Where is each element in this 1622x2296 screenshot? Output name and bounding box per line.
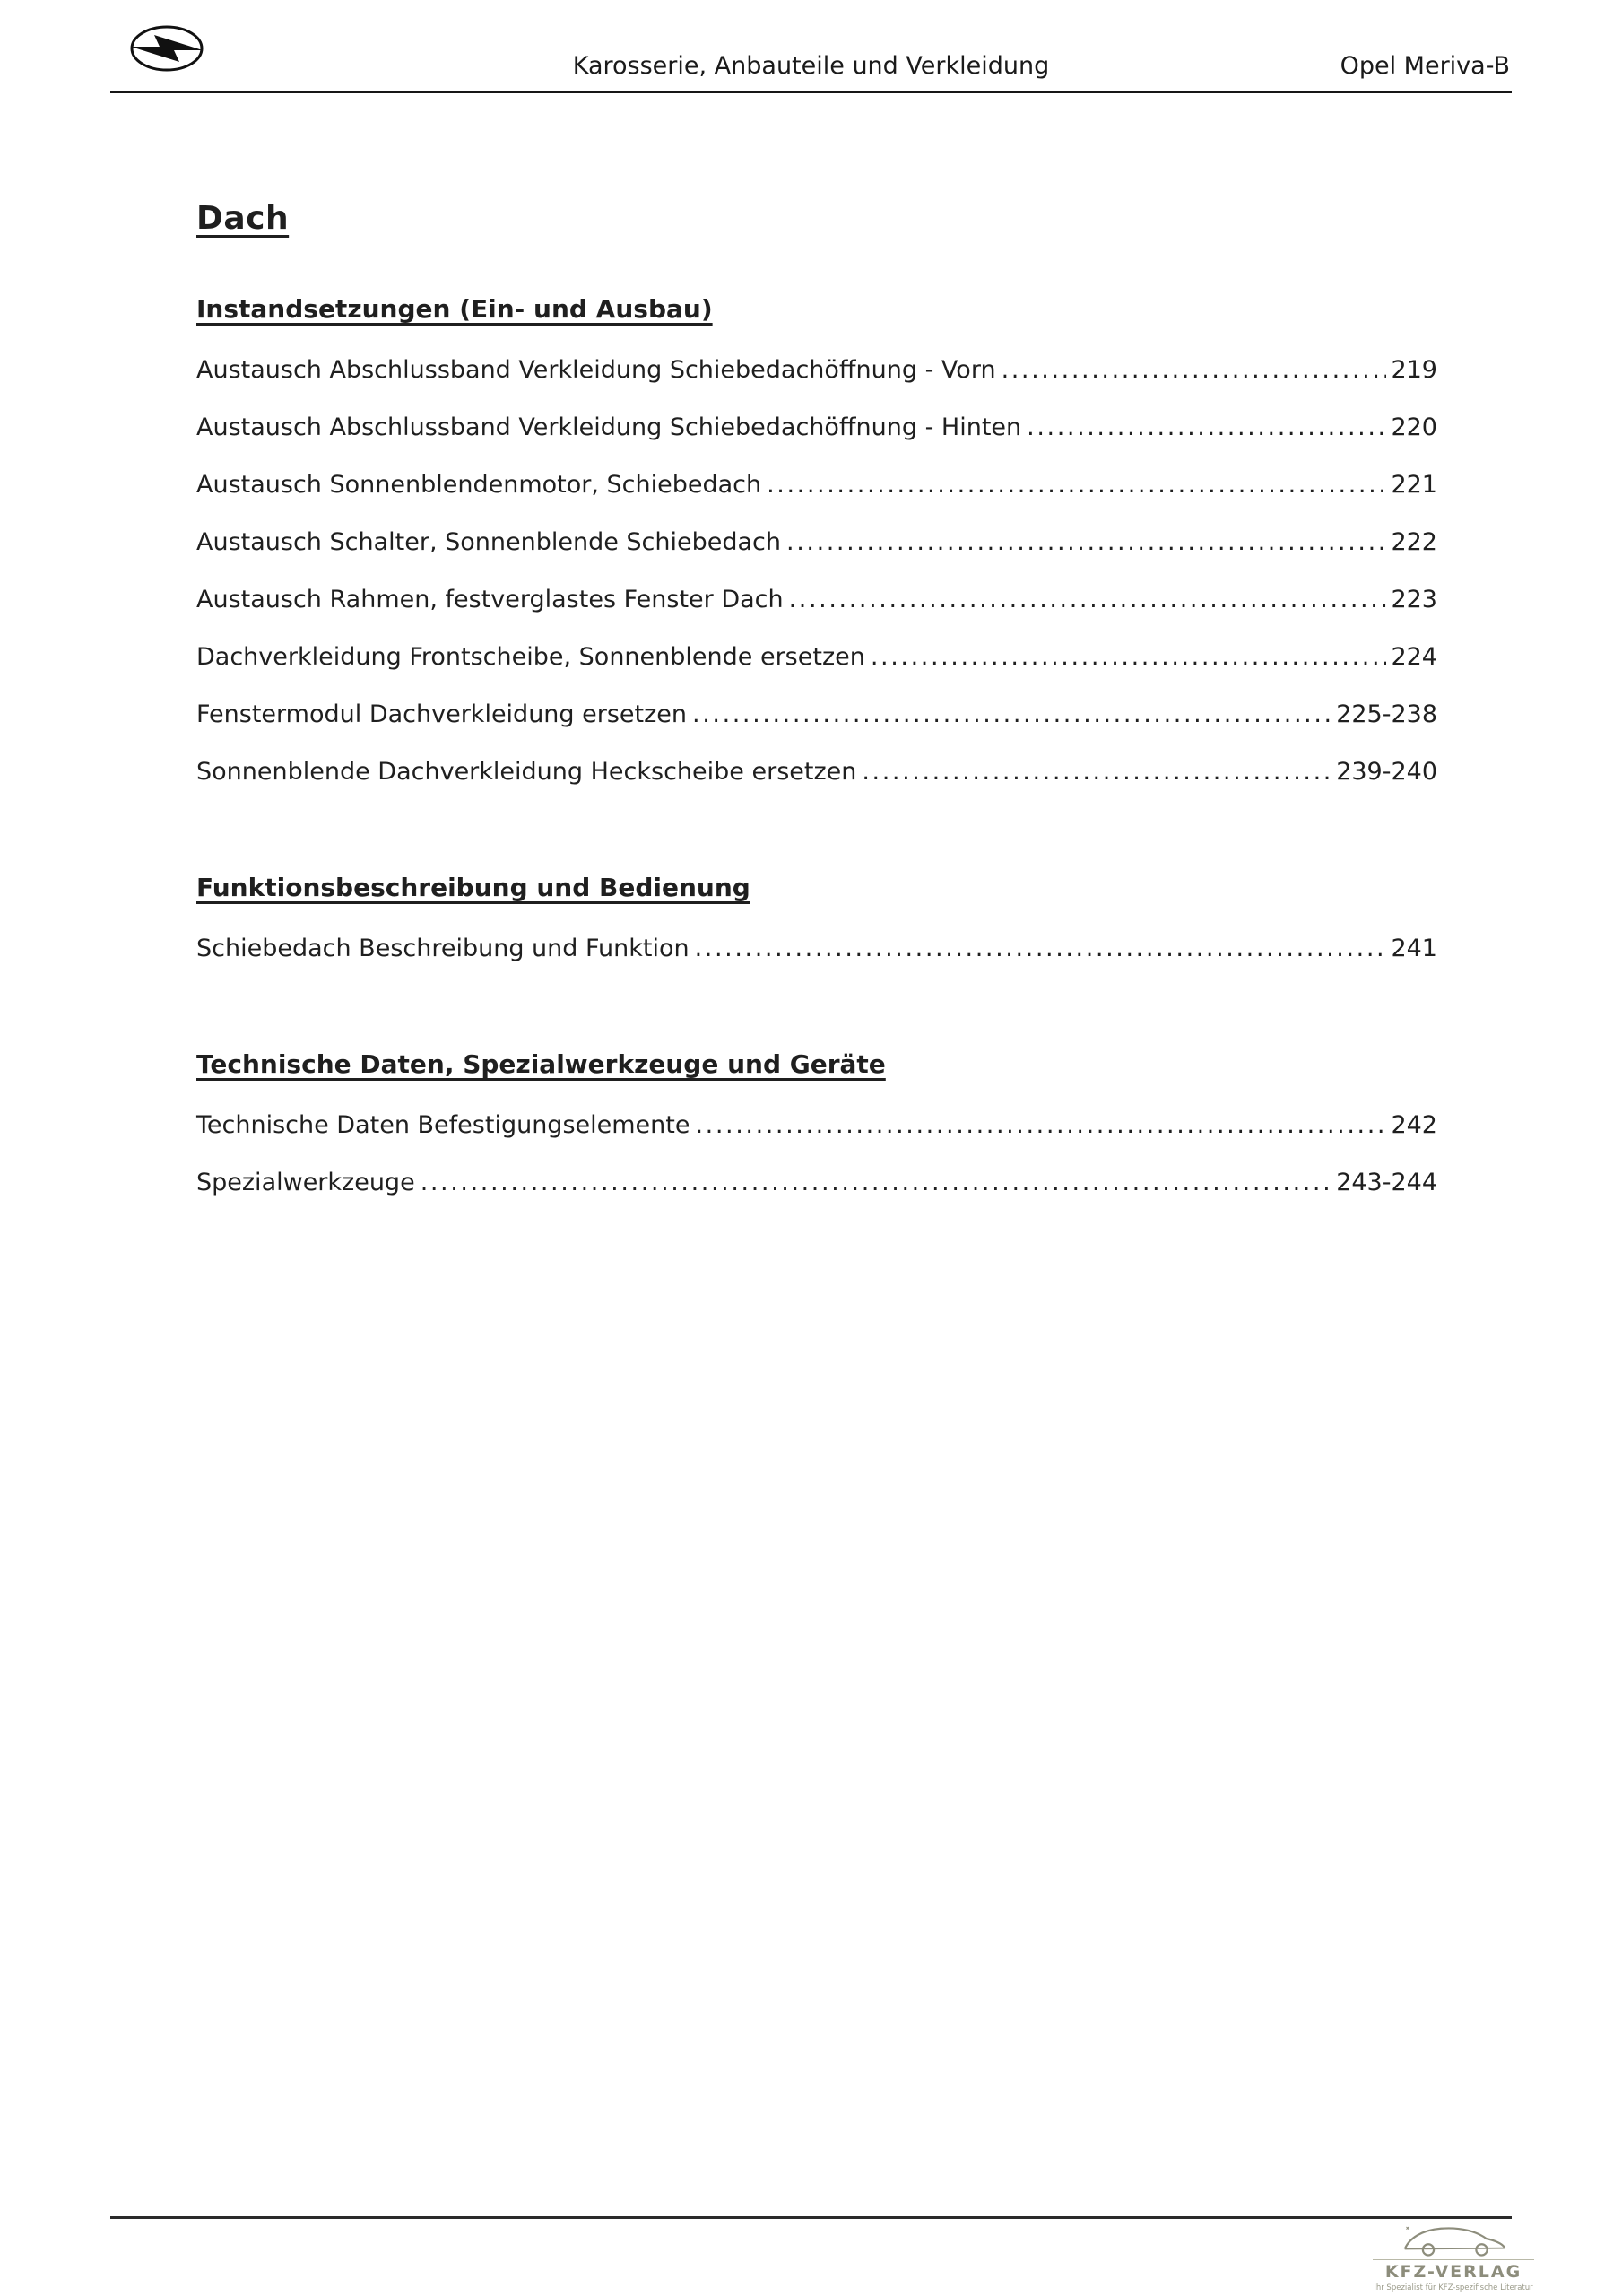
section-heading: Funktionsbeschreibung und Bedienung bbox=[196, 873, 750, 902]
dot-leader bbox=[695, 934, 1387, 963]
toc-entry-title: Schiebedach Beschreibung und Funktion bbox=[196, 935, 690, 962]
section-heading: Technische Daten, Spezialwerkzeuge und Geräte bbox=[196, 1049, 886, 1079]
car-icon bbox=[1391, 2221, 1516, 2258]
dot-leader bbox=[786, 527, 1386, 557]
toc-entry-title: Austausch Rahmen, festverglastes Fenster Dach bbox=[196, 586, 784, 613]
toc-entry-page: 241 bbox=[1391, 935, 1437, 962]
toc-entry[interactable] bbox=[196, 585, 1437, 614]
toc-entry[interactable] bbox=[196, 1110, 1437, 1140]
toc-entry-page: 239-240 bbox=[1336, 758, 1437, 786]
toc-entry-title: Fenstermodul Dachverkleidung ersetzen bbox=[196, 700, 688, 728]
dot-leader bbox=[1002, 355, 1387, 385]
toc-entry-page: 221 bbox=[1391, 471, 1437, 499]
dot-leader bbox=[421, 1168, 1332, 1197]
toc-entry-page: 220 bbox=[1391, 413, 1437, 441]
dot-leader bbox=[871, 642, 1387, 672]
header-model-title: Opel Meriva-B bbox=[1340, 52, 1510, 80]
toc-entry[interactable] bbox=[196, 355, 1437, 385]
header-doc-title: Karosserie, Anbauteile und Verkleidung bbox=[572, 52, 1050, 80]
dot-leader bbox=[862, 757, 1331, 787]
toc-page bbox=[196, 199, 1437, 1197]
toc-entry[interactable] bbox=[196, 413, 1437, 442]
publisher-tagline: Ihr Spezialist für KFZ-spezifische Literatur bbox=[1374, 2283, 1533, 2292]
toc-entry[interactable] bbox=[196, 934, 1437, 963]
toc-entry-page: 223 bbox=[1391, 586, 1437, 613]
publisher-name: KFZ-VERLAG bbox=[1373, 2259, 1534, 2282]
toc-entry-title: Technische Daten Befestigungselemente bbox=[196, 1111, 690, 1139]
toc-entry-title: Austausch Abschlussband Verkleidung Schiebedachöffnung - Vorn bbox=[196, 356, 996, 384]
toc-entry[interactable] bbox=[196, 527, 1437, 557]
toc-entry[interactable] bbox=[196, 642, 1437, 672]
toc-entry-page: 219 bbox=[1391, 356, 1437, 384]
toc-entry-page: 243-244 bbox=[1336, 1169, 1437, 1196]
toc-entry-title: Sonnenblende Dachverkleidung Heckscheibe ersetzen bbox=[196, 758, 857, 786]
toc-section-repairs bbox=[196, 294, 1437, 787]
page-header bbox=[110, 0, 1512, 93]
dot-leader bbox=[692, 700, 1331, 729]
dot-leader bbox=[767, 470, 1386, 500]
toc-entry-title: Austausch Abschlussband Verkleidung Schiebedachöffnung - Hinten bbox=[196, 413, 1022, 441]
toc-entry[interactable] bbox=[196, 470, 1437, 500]
dot-leader bbox=[1027, 413, 1386, 442]
section-heading: Instandsetzungen (Ein- und Ausbau) bbox=[196, 294, 713, 324]
dot-leader bbox=[695, 1110, 1386, 1140]
toc-entry[interactable] bbox=[196, 1168, 1437, 1197]
toc-entry[interactable] bbox=[196, 700, 1437, 729]
toc-section-function bbox=[196, 873, 1437, 963]
toc-entry-page: 224 bbox=[1391, 643, 1437, 671]
page-title: Dach bbox=[196, 200, 290, 237]
toc-entry-page: 222 bbox=[1391, 528, 1437, 556]
toc-entry-page: 225-238 bbox=[1336, 700, 1437, 728]
toc-entry-title: Spezialwerkzeuge bbox=[196, 1169, 415, 1196]
toc-section-technical-data bbox=[196, 1049, 1437, 1197]
toc-entry-title: Austausch Schalter, Sonnenblende Schiebedach bbox=[196, 528, 782, 556]
toc-entry-title: Austausch Sonnenblendenmotor, Schiebedach bbox=[196, 471, 762, 499]
publisher-logo bbox=[1373, 2221, 1534, 2292]
footer-divider bbox=[110, 2216, 1512, 2219]
dot-leader bbox=[789, 585, 1387, 614]
toc-entry-title: Dachverkleidung Frontscheibe, Sonnenblende ersetzen bbox=[196, 643, 865, 671]
toc-entry[interactable] bbox=[196, 757, 1437, 787]
toc-entry-page: 242 bbox=[1391, 1111, 1437, 1139]
